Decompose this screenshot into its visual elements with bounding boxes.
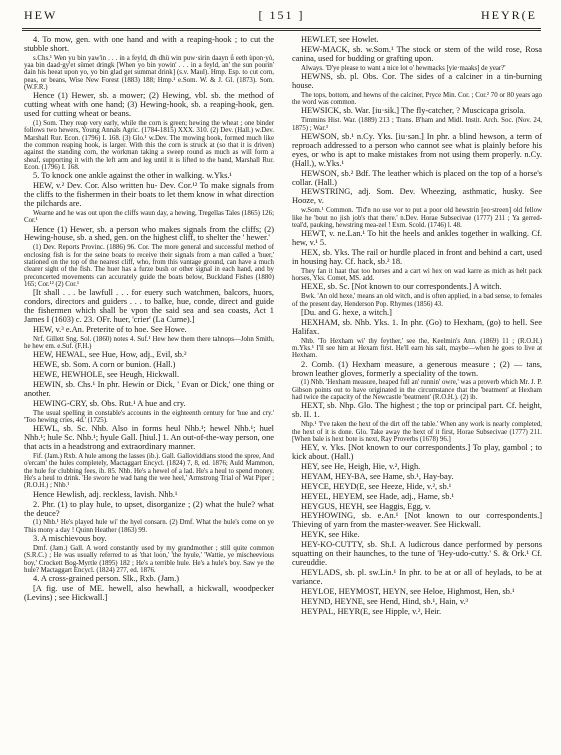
dictionary-entry: Hence (1) Hewer, sb. a person who makes signals from the cliffs; (2) Hewing-house, sb. a shed, gen. on the highest cliff, to shelter the ' hewer.' — [24, 224, 274, 243]
dictionary-entry: HEYK, see Hike. — [301, 530, 360, 540]
header-rule-bottom — [22, 30, 541, 31]
dictionary-entry: HEY, see He, Heigh, Hie, v.², High. — [301, 461, 421, 471]
citation-paragraph: Bwk. 'An old hexe,' means an old witch, and is often applied, in a bad sense, to females of the present day, Henderson Pop. Rhymes (1856) 43. — [292, 293, 542, 308]
dictionary-entry: HEWSON, sb.² Bdf. The leather which is placed on the top of a horse's collar. (Hall.) — [292, 168, 542, 187]
citation-paragraph: The usual spelling in constable's accounts in the eighteenth century for 'hue and cry.' 'Too hewing cries, 4d.' (1725). — [24, 409, 274, 425]
dictionary-entry: HEYLOE, HEYMOST, HEYN, see Heloe, Highmost, Hen, sb.¹ — [301, 586, 515, 596]
citation-paragraph: Fif. (Jam.) Rxb. A hule among the lasses (ib.). Gall. Galloviddians stood the spree, And o'ercam' the hules completely, Mactaggart Encycl. (1824) 7, 8, ed. 1876; Auld Mammon, the hule for clubbing fees, ib. 85. Nhb. He's a hewel of a lad. He's a heul to spend money. He's a heul to drink. 'He swore he wad hang the wee heel,' Armstrong Trial of Wat Piper ; (R.O.H.) ; Nhb.¹ — [24, 453, 274, 490]
page-number: [ 151 ] — [258, 8, 305, 22]
dictionary-entry: HEYEL, HEYEM, see Hade, adj., Hame, sb.¹ — [301, 491, 454, 501]
dictionary-entry: [It shall . . . be lawfull . . . for euery such watchmen, balcors, huors, condors, directors and guiders . . . to balke, hue, conde, direct and guide the fishermen which shall be vpon the said sea and sea coasts, Act 1 James I (1603) c. 23. OFr. huer, 'crier' (La Curne).] — [24, 288, 274, 324]
citation-paragraph: Nrf. Gillett Sng. Sol. (1860) notes 4. Suf.¹ Hew hew them there tahnops—John Smith, he hew em. e.Suf. (F.H.) — [24, 335, 274, 351]
citation-paragraph: Timmins Hist. War. (1889) 213 ; Trans. B'ham and Midl. Instit. Arch. Soc. (Nov. 24, 1875) ; War.³ — [292, 117, 542, 132]
dictionary-entry: 2. Phr. (1) to play hule, to upset, disorganize ; (2) what the hule? what the deuce? — [24, 499, 274, 518]
dictionary-entry: HEXE, sb. Sc. [Not known to our correspondents.] A witch. — [301, 282, 502, 292]
dictionary-entry: 3. A mischievous boy. — [33, 534, 107, 544]
dictionary-entry: 5. To knock one ankle against the other in walking. w.Yks.¹ — [33, 171, 232, 181]
citation-paragraph: They fan it haat that too horses and a cart wi hex on wad karre as mich as helt pack horses, Yks. Comet, MS. add. — [292, 267, 542, 283]
dictionary-entry: HEYPAL, HEYR(E, see Hipple, v.², Heir. — [301, 606, 442, 616]
dictionary-entry: HEYCE, HEYD(E, see Heeze, Hide, v.², sb.¹ — [301, 481, 452, 491]
dictionary-entry: HEX, sb. Yks. The rail or hurdle placed in front and behind a cart, used in housing hay. Cf. hack, sb.² 18. — [292, 248, 542, 266]
citation-paragraph: (1) Som. They reap very early, while the corn is green; hewing the wheat ; one binder follows two hewers, Young Annals Agric. (1784-1815) XXX. 310. (2) Dev. (Hall.) w.Dev. Marshall Rur. Econ. (1796) I. 168. (3) Glo.¹ w.Dev. The mowing hook, formed much like the common reaping hook, is larger. With this the corn is struck at (so that it is driven) against the standing corn, the workman taking a sweep round as much as will form a sheaf, supporting it with the left arm and leg until it is lifted to the band, Marshall Rur. Econ. (1796) I. 168. — [24, 120, 274, 171]
dictionary-entry: HEWE, HEWHOLE, see Heugh, Hickwall. — [33, 370, 180, 380]
citation-paragraph: Wearne and he was out upon the cliffs waun day, a hewing, Tregellas Tales (1865) 126; Cor.¹ — [24, 209, 274, 225]
citation-paragraph: (1) Nhb.¹ He's played hule wi' the hyel consarn. (2) Dmf. What the hule's come on ye This mony a day ! Quinn Heather (1863) 99. — [24, 519, 274, 534]
citation-paragraph: (1) Dev. Reports Provinc. (1886) 96. Cor. The more general and successful method of enclosing fish is for the seine boats to receive their signals from a man called a 'huer,' stationed on the top of the nearest cliff, who, from this vantage ground, can have a much clearer sight of the fish. The huer has a furze bush or other signal in each hand, and by preconcerted movements can accurately guide the boats below, Buckland Fishes (1880) 165; Cor.¹² (2) Cor.¹ — [24, 244, 274, 288]
dictionary-entry: HEYAM, HEY-BA, see Hame, sb.¹, Hay-bay. — [301, 471, 454, 481]
dictionary-entry: HEWING-CRY, sb. Obs. Rut.¹ A hue and cry. — [33, 398, 186, 408]
citation-paragraph: Dmf. (Jam.) Gall. A word constantly used by my grandmother ; still quite common (S.R.C.) ; He was usually referred to as 'that loon,' 'the hyule,' 'Wattie, ye mischeevious boy,' Crockett Bog-Myrtle (1895) 182 ; He's a terrible hule. He's a hule's boy. Saw ye the hule? Mactaggart Encycl. (1824) 277, ed. 1876. — [24, 544, 274, 574]
running-head-left: HEW — [24, 8, 58, 22]
left-column — [24, 36, 274, 748]
citation-paragraph: Nhp.¹ 'I've taken the hext of the dirt off the table.' When any work is nearly completed, the hext of it is done. Glo. Take away the hext of it first, Horae Subsecivae (1777) 211. [When bale is hext bote is next, Ray Proverbs (1678) 96.] — [292, 421, 542, 443]
dictionary-entry: HEY, v. Yks. [Not known to our correspondents.] To play, gambol ; to kick about. (Hall.) — [292, 443, 542, 462]
page-header — [22, 6, 541, 26]
dictionary-entry: HEWT, v. ne.Lan.¹ To hit the heels and ankles together in walking. Cf. hew, v.¹ 5. — [292, 229, 542, 248]
dictionary-entry: HEWLET, see Howlet. — [301, 36, 379, 44]
dictionary-entry: HEWL, sb. Sc. Nhb. Also in forms heul Nhb.¹; hewel Nhb.¹; huel Nhb.¹; hule Sc. Nhb.¹; hyule Gall. [hiul.] 1. An out-of-the-way person, one that acts in a headstrong and extraordinary manner. — [24, 424, 274, 452]
dictionary-entry: HEWNS, sb. pl. Obs. Cor. The sides of a calciner in a tin-burning house. — [292, 72, 542, 90]
citation-paragraph: w.Som.¹ Common. 'Tid'n no use vor to put a poor old hewstrin [eo·streen] old fellow like he 'bout no jish job's that there.' n.Dev. Horae Subsecivae (1777) 211 ; Ya gerred-teal'd, pauking, hewstring mea-zel ! Exm. Scold. (1746) l. 48. — [292, 207, 542, 229]
dictionary-entry: 2. Comb. (1) Hexham measure, a generous measure ; (2) — tans, brown leather gloves, formerly a speciality of the town. — [292, 359, 542, 378]
dictionary-entry: HEXT, sb. Nhp. Glo. The highest ; the top or principal part. Cf. height, sb. II. 1. — [292, 401, 542, 420]
running-head-right: HEYR(E — [481, 8, 537, 22]
dictionary-entry: HEYND, HEYNE, see Hend, Hind, sb.¹, Hain, v.³ — [301, 596, 469, 606]
dictionary-entry: HEYGUS, HEYH, see Haggis, Egg, v. — [301, 501, 431, 511]
citation-paragraph: s.Chs.¹ Wen yu bin yaw'in . . . in a feyld, dh dhü win puw·sirin daayn ǘ eeth ùpon·yò, yaa bin daad·gy'et sümet dringk [When yo bin yowin' . . . in a feyld, an' the sun pourin' dain his heeat upon yo, yo bin glad get summat drink] (s.v. Maul). Hmp. Esp. to cut corn, peas, or beans, Wise New Forest (1883) 188; Hmp.¹ e.Som. W. & J. Gl. (1873). Som. (W.F.R.) — [24, 54, 274, 92]
dictionary-entry: HEWSTRING, adj. Som. Dev. Wheezing, asthmatic, husky. See Hooze, v. — [292, 187, 542, 206]
citation-paragraph: Nhb. 'To Hexham wi' thy feyther,' see the, Keelmin's Ann. (1869) 11 ; (R.O.H.) m.Yks.¹ I'll see him at Hexam first. He'll earn his salt, maybe—when he goes to live at Hexham. — [292, 337, 542, 360]
dictionary-entry: HEW, HEWAL, see Hue, How, adj., Evil, sb.² — [33, 350, 187, 360]
dictionary-entry: HEWIN, sb. Chs.¹ In phr. Hewin or Dick, ' Evan or Dick,' one thing or another. — [24, 380, 274, 398]
citation-paragraph: (1) Nhb. 'Hexham measure, heaped full an' runnin' owre,' was a proverb which Mr. J. P. Gibson points out to have originated in the circumstance that the 'beatment' at Hexham had twice the capacity of the Newcastle 'beatment' (R.O.H.). (2) ib. — [292, 379, 542, 402]
dictionary-entry: HEW-MACK, sb. w.Som.¹ The stock or stem of the wild rose, Rosa canina, used for budding or grafting upon. — [292, 44, 542, 63]
dictionary-entry: 4. A cross-grained person. Slk., Rxb. (Jam.) — [33, 574, 180, 584]
dictionary-entry: HEYHOWING, sb. e.An.¹ [Not known to our correspondents.] Thieving of yarn from the master-weaver. See Hickwall. — [292, 511, 542, 530]
dictionary-entry: Hence (1) Hewer, sb. a mower; (2) Hewing, vbl. sb. the method of cutting wheat with one hand; (3) Hewing-hook, sb. a reaping-hook, gen. used for cutting wheat or beans. — [24, 91, 274, 119]
dictionary-entry: HEYLADS, sb. pl. sw.Lin.¹ In phr. to be at or all of heylads, to be at variance. — [292, 567, 542, 586]
right-column — [292, 36, 542, 748]
dictionary-entry: Hence Hewlish, adj. reckless, lavish. Nhb.¹ — [33, 489, 178, 499]
dictionary-entry: HEW, v.³ e.An. Preterite of to hoe. See Howe. — [33, 324, 187, 334]
dictionary-entry: HEWE, sb. Som. A corn or bunion. (Hall.) — [33, 360, 176, 370]
dictionary-entry: HEY-KO-CUTTY, sb. Sh.I. A ludicrous dance performed by persons squatting on their haunches, to the tune of 'Hey-udo-cutty.' S. & Ork.¹ Cf. cureuddie. — [292, 540, 542, 567]
dictionary-entry: [Du. and G. hexe, a witch.] — [301, 307, 392, 317]
dictionary-entry: [A fig. use of ME. hewell, also hewhall, a hickwall, woodpecker (Levins) ; see Hickwall.] — [24, 584, 274, 603]
dictionary-entry: HEWSICK, sb. War. [iu·sik.] The fly-catcher, ? Muscicapa grisola. — [301, 106, 526, 116]
dictionary-entry: HEW, v.² Dev. Cor. Also written hu- Dev. Cor.¹² To make signals from the cliffs to the fishermen in their boats to let them know in what direction the pilchards are. — [24, 181, 274, 208]
citation-paragraph: The tops, bottom, and hewns of the calciner, Pryce Min. Cor. ; Cor.² 70 or 80 years ago the word was common. — [292, 91, 542, 107]
dictionary-entry: HEXHAM, sb. Nhb. Yks. 1. In phr. (Go) to Hexham, (go) to hell. See Halifax. — [292, 317, 542, 336]
dictionary-entry: 4. To mow, gen. with one hand and with a reaping-hook ; to cut the stubble short. — [24, 36, 274, 53]
header-rule-top — [22, 28, 541, 29]
dictionary-entry: HEWSON, sb.¹ n.Cy. Yks. [iu·sən.] In phr. a blind hewson, a term of reproach addressed to a person who cannot see what is plainly before his eyes, or who is apt to make mistakes from not using them properly. n.Cy. (Hall.), w.Yks.¹ — [292, 132, 542, 168]
citation-paragraph: Always. 'D'ye please to want a nice lot o' hewmacks [yie·maaks] de year?' — [301, 64, 506, 72]
